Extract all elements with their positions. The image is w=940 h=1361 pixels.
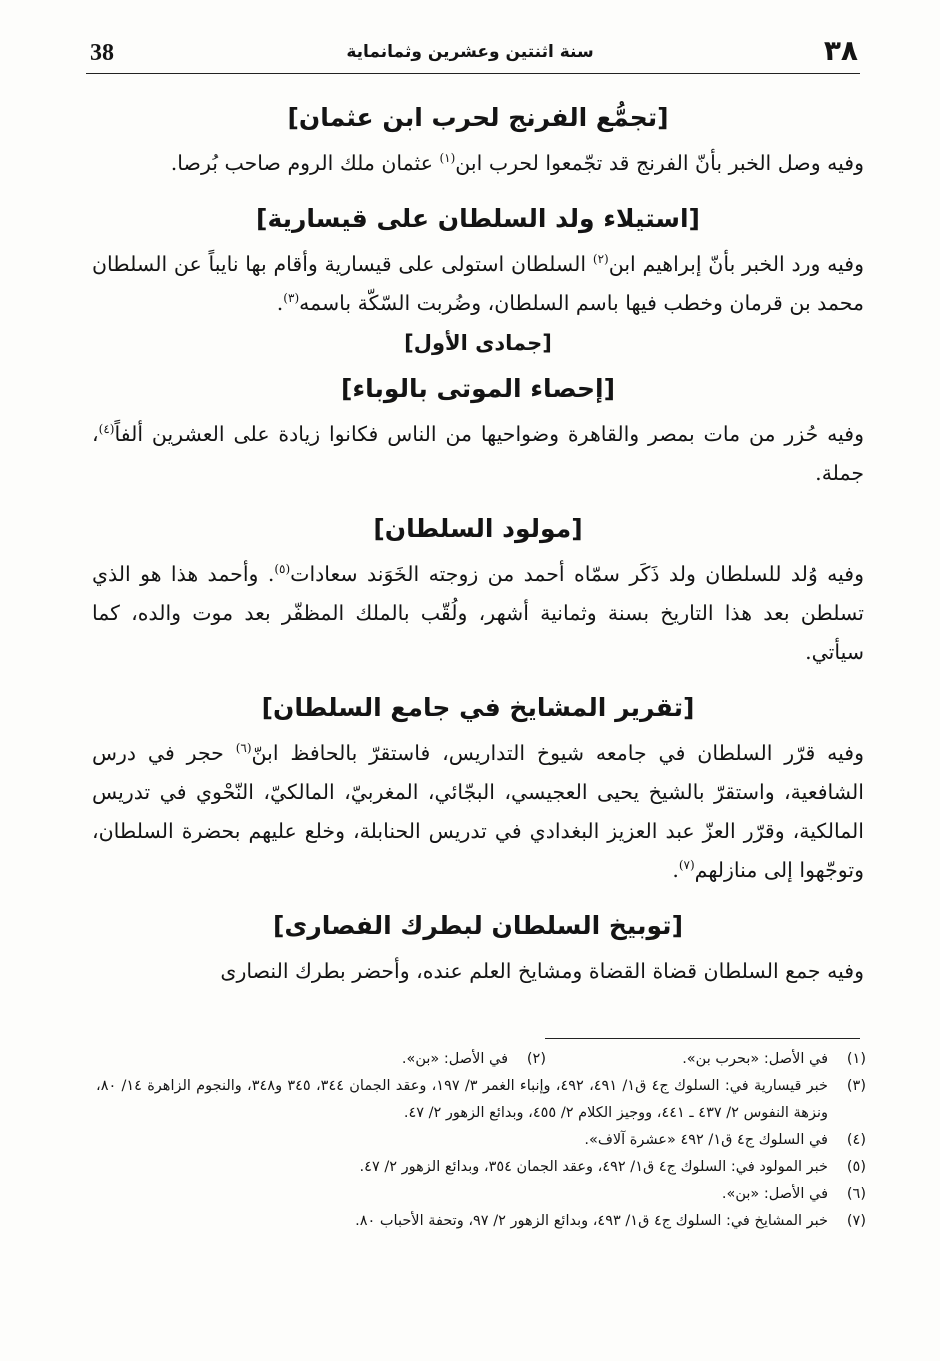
section-heading: [توبيخ السلطان لبطرك الفصارى] — [273, 911, 683, 940]
section-paragraph: وفيه وُلد للسلطان ولد ذَكَر سمّاه أحمد من زوجته الخَوَند سعادات$^{(٥)}$. وأحمد هذا هو الذي تسلطن بعد هذا التاريخ بسنة وثمانية أشهر، ولُقّب بالملك المظفّر بعد موت والده، كما سيأتي. — [92, 562, 864, 664]
footnote-text: في السلوك ج٤ ق١/ ٤٩٢ «عشرة آلاف». — [584, 1132, 828, 1148]
footnote-item — [546, 1046, 866, 1073]
section-paragraph: وفيه حُزر من مات بمصر والقاهرة وضواحيها من الناس فكانوا زيادة على العشرين ألفاً$^{(٤)}$، جملة. — [92, 422, 864, 485]
footnote-text: خبر المولود في: السلوك ج٤ ق١/ ٤٩٢، وعقد الجمان ٣٥٤، وبدائع الزهور ٢/ ٤٧. — [359, 1159, 828, 1175]
footnote-ref[interactable]: (٤) — [98, 422, 115, 437]
section-heading: [تقرير المشايخ في جامع السلطان] — [261, 693, 695, 722]
footnote-number: (٢) — [526, 1051, 546, 1067]
footnote-text: في الأصل: «بن». — [721, 1186, 828, 1202]
footnotes — [96, 1046, 866, 1235]
footnote-text: في الأصل: «بحرب بن». — [682, 1051, 828, 1067]
footnote-item — [96, 1154, 866, 1181]
footnote-item — [96, 1073, 866, 1127]
running-title: سنة اثنتين وعشرين وثمانماية — [346, 42, 594, 62]
footnote-number: (٦) — [846, 1186, 866, 1202]
footnote-number: (٤) — [846, 1132, 866, 1148]
footnote-ref[interactable]: (٣) — [283, 291, 300, 306]
footnote-pair-row — [96, 1046, 866, 1073]
main-text — [92, 90, 864, 991]
section-heading: [تجمُّع الفرنج لحرب ابن عثمان] — [287, 103, 669, 132]
section-paragraph: وفيه وصل الخبر بأنّ الفرنج قد تجّمعوا لحرب ابن$^{(١)}$ عثمان ملك الروم صاحب بُرصا. — [170, 151, 864, 175]
section-heading: [استيلاء ولد السلطان على قيسارية] — [256, 204, 700, 233]
footnote-number: (٥) — [846, 1159, 866, 1175]
section-heading: [إحصاء الموتى بالوباء] — [340, 374, 616, 403]
footnote-ref[interactable]: (٥) — [274, 562, 291, 577]
footnote-ref[interactable]: (١) — [439, 151, 456, 166]
section-paragraph: وفيه جمع السلطان قضاة القضاة ومشايخ العلم عنده، وأحضر بطرك النصارى — [220, 959, 864, 983]
footnote-number: (٧) — [846, 1213, 866, 1229]
footnote-text: في الأصل: «بن». — [401, 1051, 508, 1067]
page-number-arabic: ٣٨ — [823, 34, 858, 67]
section-heading: [مولود السلطان] — [373, 514, 583, 543]
footnote-number: (٣) — [846, 1078, 866, 1094]
footnote-number: (١) — [846, 1051, 866, 1067]
page-number-latin: 38 — [90, 40, 114, 66]
footnote-ref[interactable]: (٢) — [592, 252, 609, 267]
header-rule — [86, 73, 860, 74]
section-paragraph: وفيه ورد الخبر بأنّ إبراهيم ابن$^{(٢)}$ السلطان استولى على قيسارية وأقام بها نايباً عن السلطان محمد بن قرمان وخطب فيها باسم السلطان، وضُربت السّكّة باسمه$^{(٣)}$. — [92, 252, 865, 315]
footnote-item — [96, 1127, 866, 1154]
footnote-text: خبر المشايخ في: السلوك ج٤ ق١/ ٤٩٣، وبدائع الزهور ٢/ ٩٧، وتحفة الأحباب ٨٠. — [355, 1213, 828, 1229]
footnote-ref[interactable]: (٧) — [678, 858, 695, 873]
footnote-item — [226, 1046, 546, 1073]
section-paragraph: وفيه قرّر السلطان في جامعه شيوخ التداريس، فاستقرّ بالحافظ ابنّ$^{(٦)}$ حجر في درس الشافعية، واستقرّ بالشيخ يحيى العجيسي، البجّائي، المغربيّ، المالكيّ، النّحْوي في تدريس المالكية، وقرّر العزّ عبد العزيز البغدادي في تدريس الحنابلة، وخلع عليهم بحضرة السلطان، وتوجّهوا إلى منازلهم$^{(٧)}$. — [92, 741, 864, 882]
footnote-item — [96, 1181, 866, 1208]
footnote-text: خبر قيسارية في: السلوك ج٤ ق١/ ٤٩١، ٤٩٢، وإنباء الغمر ٣/ ١٩٧، وعقد الجمان ٣٤٤، ٣٤٥ و٣٤٨، والنجوم الزاهرة ١٤/ ٨٠، ونزهة النفوس ٢/ ٤٣٧ ـ ٤٤١، ووجيز الكلام ٢/ ٤٥٥، وبدائع الزهور ٢/ ٤٧. — [96, 1078, 828, 1121]
footnote-ref[interactable]: (٦) — [235, 741, 252, 756]
footnote-rule — [545, 1038, 860, 1039]
month-heading: [جمادى الأول] — [404, 331, 552, 355]
footnote-item — [96, 1208, 866, 1235]
